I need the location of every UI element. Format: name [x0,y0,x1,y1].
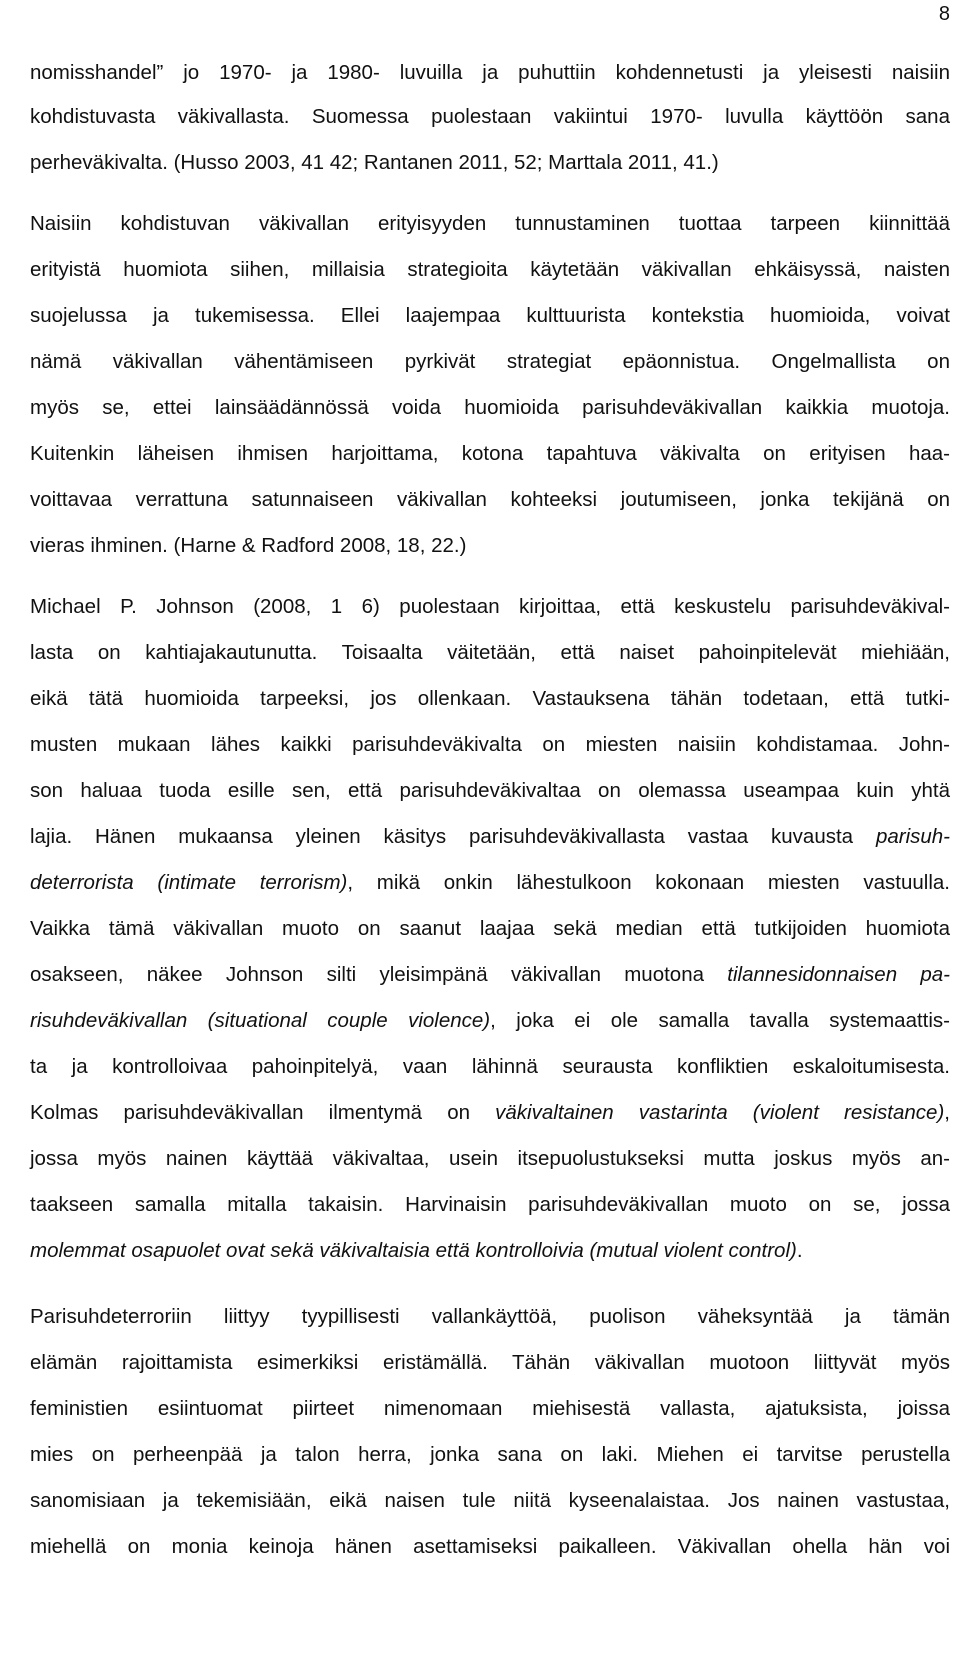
text-line: lajia. Hänen mukaansa yleinen käsitys parisuhdeväkivallasta vastaa kuvausta parisuh- [30,825,950,848]
text-line: mies on perheenpää ja talon herra, jonka sana on laki. Miehen ei tarvitse perustella [30,1443,950,1466]
text-line: nämä väkivallan vähentämiseen pyrkivät strategiat epäonnistua. Ongelmallista on [30,350,950,373]
text-line: erityistä huomiota siihen, millaisia strategioita käytetään väkivallan ehkäisyssä, naisten [30,258,950,281]
text-line: risuhdeväkivallan (situational couple violence), joka ei ole samalla tavalla systemaattis- [30,1009,950,1032]
text-line: Naisiin kohdistuvan väkivallan erityisyyden tunnustaminen tuottaa tarpeen kiinnittää [30,212,950,235]
text-line: lasta on kahtiajakautunutta. Toisaalta väitetään, että naiset pahoinpitelevät miehiään, [30,641,950,664]
text-line: feministien esiintuomat piirteet nimenomaan miehisestä vallasta, ajatuksista, joissa [30,1397,950,1420]
text-line: deterrorista (intimate terrorism), mikä onkin lähestulkoon kokonaan miesten vastuulla. [30,871,950,894]
text-line: Kuitenkin läheisen ihmisen harjoittama, kotona tapahtuva väkivalta on erityisen haa- [30,442,950,465]
text-line: Michael P. Johnson (2008, 1 6) puolestaan kirjoittaa, että keskustelu parisuhdeväkival- [30,595,950,618]
text-line: Kolmas parisuhdeväkivallan ilmentymä on väkivaltainen vastarinta (violent resistance), [30,1101,950,1124]
text-line: miehellä on monia keinoja hänen asettamiseksi paikalleen. Väkivallan ohella hän voi [30,1535,950,1558]
text-line: eikä tätä huomioida tarpeeksi, jos ollenkaan. Vastauksena tähän todetaan, että tutki- [30,687,950,710]
text-line: jossa myös nainen käyttää väkivaltaa, usein itsepuolustukseksi mutta joskus myös an- [30,1147,950,1170]
text-line: sanomisiaan ja tekemisiään, eikä naisen tule niitä kyseenalaistaa. Jos nainen vastustaa, [30,1489,950,1512]
text-line: vieras ihminen. (Harne & Radford 2008, 18, 22.) [30,534,467,557]
text-line: taakseen samalla mitalla takaisin. Harvinaisin parisuhdeväkivallan muoto on se, jossa [30,1193,950,1216]
text-line: voittavaa verrattuna satunnaiseen väkivallan kohteeksi joutumiseen, jonka tekijänä on [30,488,950,511]
text-line: myös se, ettei lainsäädännössä voida huomioida parisuhdeväkivallan kaikkia muotoja. [30,396,950,419]
text-line: Vaikka tämä väkivallan muoto on saanut laajaa sekä median että tutkijoiden huomiota [30,917,950,940]
text-line: suojelussa ja tukemisessa. Ellei laajempaa kulttuurista kontekstia huomioida, voivat [30,304,950,327]
text-line: Parisuhdeterroriin liittyy tyypillisesti vallankäyttöä, puolison väheksyntää ja tämän [30,1305,950,1328]
text-line: molemmat osapuolet ovat sekä väkivaltaisia että kontrolloivia (mutual violent control). [30,1239,803,1262]
text-line: osakseen, näkee Johnson silti yleisimpänä väkivallan muotona tilannesidonnaisen pa- [30,963,950,986]
text-line: nomisshandel” jo 1970- ja 1980- luvuilla ja puhuttiin kohdennetusti ja yleisesti naisiin [30,61,950,84]
text-line: ta ja kontrolloivaa pahoinpitelyä, vaan lähinnä seurausta konfliktien eskaloitumisesta. [30,1055,950,1078]
text-line: elämän rajoittamista esimerkiksi eristämällä. Tähän väkivallan muotoon liittyvät myös [30,1351,950,1374]
text-line: kohdistuvasta väkivallasta. Suomessa puolestaan vakiintui 1970- luvulla käyttöön sana [30,105,950,128]
text-line: musten mukaan lähes kaikki parisuhdeväkivalta on miesten naisiin kohdistamaa. John- [30,733,950,756]
text-line: perheväkivalta. (Husso 2003, 41 42; Rantanen 2011, 52; Marttala 2011, 41.) [30,151,719,174]
text-line: son haluaa tuoda esille sen, että parisuhdeväkivaltaa on olemassa useampaa kuin yhtä [30,779,950,802]
page-number: 8 [938,3,950,25]
